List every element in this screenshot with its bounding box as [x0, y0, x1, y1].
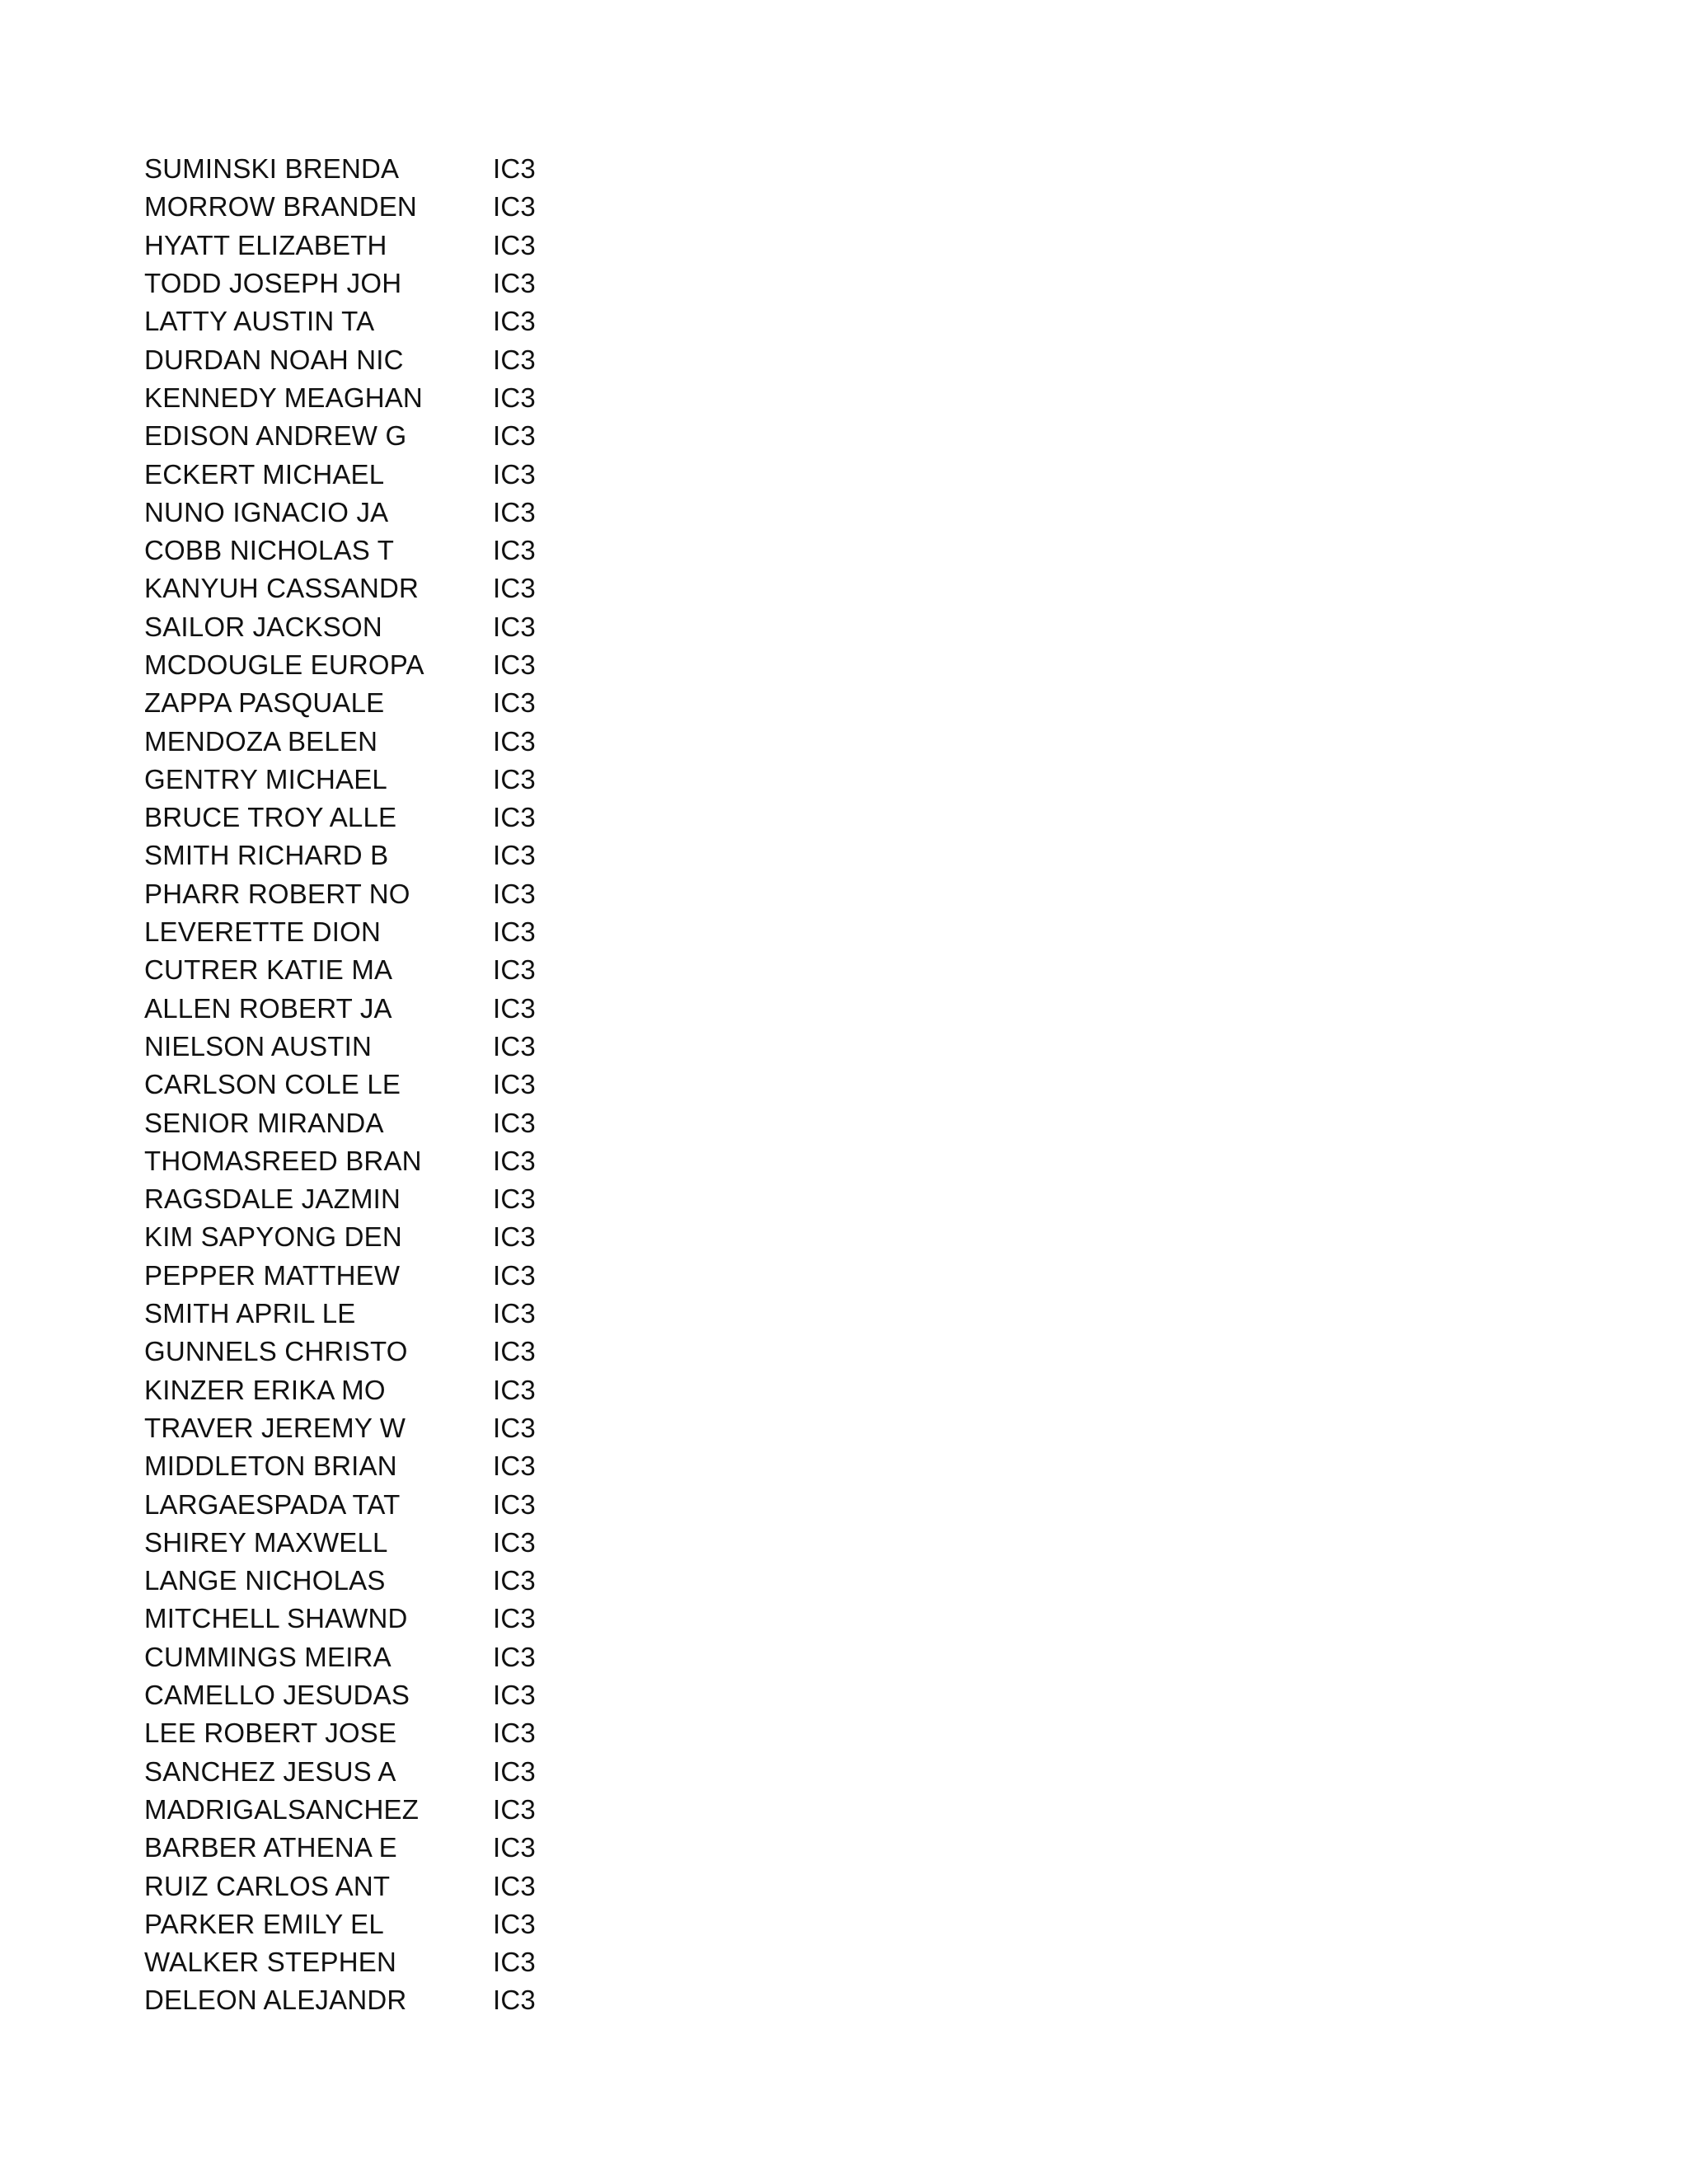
- code-cell: IC3: [493, 573, 536, 604]
- list-row: [144, 227, 573, 265]
- code-cell: IC3: [493, 1412, 536, 1443]
- code-cell: IC3: [493, 306, 536, 337]
- name-cell: TODD JOSEPH JOH: [144, 268, 402, 299]
- code-cell: IC3: [493, 992, 536, 1024]
- name-cell: SMITH APRIL LE: [144, 1298, 356, 1329]
- list-row: [144, 684, 573, 722]
- name-cell: ZAPPA PASQUALE: [144, 687, 385, 719]
- name-cell: KINZER ERIKA MO: [144, 1374, 386, 1405]
- code-cell: IC3: [493, 458, 536, 490]
- list-row: [144, 1371, 573, 1409]
- name-cell: KANYUH CASSANDR: [144, 573, 420, 604]
- code-cell: IC3: [493, 1870, 536, 1901]
- code-cell: IC3: [493, 1374, 536, 1405]
- code-cell: IC3: [493, 725, 536, 757]
- name-cell: LANGE NICHOLAS: [144, 1565, 386, 1596]
- name-cell: MADRIGALSANCHEZ: [144, 1793, 420, 1825]
- code-cell: IC3: [493, 535, 536, 566]
- name-cell: RAGSDALE JAZMIN: [144, 1183, 401, 1215]
- name-cell: COBB NICHOLAS T: [144, 535, 395, 566]
- list-row: [144, 188, 573, 226]
- list-row: [144, 1409, 573, 1447]
- list-row: [144, 1714, 573, 1752]
- code-cell: IC3: [493, 420, 536, 452]
- name-cell: MIDDLETON BRIAN: [144, 1451, 397, 1482]
- list-row: [144, 913, 573, 951]
- name-cell: DELEON ALEJANDR: [144, 1985, 407, 2016]
- code-cell: IC3: [493, 1030, 536, 1062]
- code-cell: IC3: [493, 1718, 536, 1749]
- code-cell: IC3: [493, 649, 536, 680]
- name-cell: PARKER EMILY EL: [144, 1908, 384, 1939]
- list-row: [144, 569, 573, 607]
- code-cell: IC3: [493, 1259, 536, 1291]
- list-row: [144, 494, 573, 532]
- list-row: [144, 1104, 573, 1141]
- list-row: [144, 340, 573, 378]
- list-row: [144, 761, 573, 799]
- list-row: [144, 1447, 573, 1485]
- list-row: [144, 1829, 573, 1867]
- list-row: [144, 1485, 573, 1523]
- list-row: [144, 1524, 573, 1562]
- list-row: [144, 837, 573, 874]
- code-cell: IC3: [493, 1793, 536, 1825]
- code-cell: IC3: [493, 1603, 536, 1634]
- name-cell: SENIOR MIRANDA: [144, 1107, 384, 1138]
- list-row: [144, 1142, 573, 1180]
- list-row: [144, 1180, 573, 1218]
- name-cell: HYATT ELIZABETH: [144, 229, 387, 260]
- name-cell: SANCHEZ JESUS A: [144, 1755, 396, 1787]
- code-cell: IC3: [493, 1985, 536, 2016]
- list-row: [144, 1295, 573, 1333]
- code-cell: IC3: [493, 1908, 536, 1939]
- code-cell: IC3: [493, 1069, 536, 1100]
- code-cell: IC3: [493, 1947, 536, 1978]
- name-cell: MORROW BRANDEN: [144, 191, 417, 223]
- list-row: [144, 1257, 573, 1295]
- code-cell: IC3: [493, 840, 536, 871]
- name-cell: ECKERT MICHAEL: [144, 458, 385, 490]
- name-cell: NIELSON AUSTIN: [144, 1030, 373, 1062]
- name-cell: SMITH RICHARD B: [144, 840, 389, 871]
- name-cell: CARLSON COLE LE: [144, 1069, 401, 1100]
- code-cell: IC3: [493, 687, 536, 719]
- list-row: [144, 1943, 573, 1981]
- name-cell: LARGAESPADA TAT: [144, 1488, 401, 1520]
- code-cell: IC3: [493, 268, 536, 299]
- code-cell: IC3: [493, 1183, 536, 1215]
- code-cell: IC3: [493, 496, 536, 527]
- list-row: [144, 722, 573, 760]
- list-row: [144, 1981, 573, 2019]
- list-row: [144, 608, 573, 646]
- list-row: [144, 150, 573, 188]
- list-row: [144, 302, 573, 340]
- name-cell: ALLEN ROBERT JA: [144, 992, 392, 1024]
- list-row: [144, 455, 573, 493]
- list-row: [144, 875, 573, 913]
- name-cell: TRAVER JEREMY W: [144, 1412, 406, 1443]
- code-cell: IC3: [493, 1451, 536, 1482]
- list-row: [144, 379, 573, 417]
- list-row: [144, 1333, 573, 1371]
- code-cell: IC3: [493, 916, 536, 948]
- code-cell: IC3: [493, 1680, 536, 1711]
- name-cell: KENNEDY MEAGHAN: [144, 382, 423, 413]
- code-cell: IC3: [493, 191, 536, 223]
- list-row: [144, 265, 573, 302]
- code-cell: IC3: [493, 344, 536, 375]
- code-cell: IC3: [493, 229, 536, 260]
- name-cell: BARBER ATHENA E: [144, 1832, 397, 1863]
- name-code-list: [144, 150, 573, 2020]
- code-cell: IC3: [493, 1641, 536, 1672]
- name-cell: LEE ROBERT JOSE: [144, 1718, 397, 1749]
- name-cell: CUTRER KATIE MA: [144, 954, 393, 986]
- code-cell: IC3: [493, 1221, 536, 1253]
- list-row: [144, 1066, 573, 1104]
- name-cell: SUMINSKI BRENDA: [144, 153, 400, 185]
- code-cell: IC3: [493, 1755, 536, 1787]
- code-cell: IC3: [493, 878, 536, 909]
- code-cell: IC3: [493, 1298, 536, 1329]
- code-cell: IC3: [493, 611, 536, 642]
- code-cell: IC3: [493, 1565, 536, 1596]
- code-cell: IC3: [493, 1336, 536, 1367]
- code-cell: IC3: [493, 1145, 536, 1176]
- list-row: [144, 1600, 573, 1638]
- list-row: [144, 990, 573, 1028]
- name-cell: EDISON ANDREW G: [144, 420, 407, 452]
- list-row: [144, 799, 573, 837]
- code-cell: IC3: [493, 1832, 536, 1863]
- name-cell: CAMELLO JESUDAS: [144, 1680, 410, 1711]
- code-cell: IC3: [493, 763, 536, 794]
- list-row: [144, 532, 573, 569]
- code-cell: IC3: [493, 1488, 536, 1520]
- code-cell: IC3: [493, 1107, 536, 1138]
- name-cell: MENDOZA BELEN: [144, 725, 378, 757]
- name-cell: SHIREY MAXWELL: [144, 1526, 388, 1558]
- name-cell: PEPPER MATTHEW: [144, 1259, 401, 1291]
- name-cell: LEVERETTE DION: [144, 916, 382, 948]
- list-row: [144, 1028, 573, 1066]
- name-cell: SAILOR JACKSON: [144, 611, 382, 642]
- list-row: [144, 1638, 573, 1676]
- name-cell: DURDAN NOAH NIC: [144, 344, 404, 375]
- list-row: [144, 1562, 573, 1600]
- name-cell: RUIZ CARLOS ANT: [144, 1870, 391, 1901]
- name-cell: GUNNELS CHRISTO: [144, 1336, 408, 1367]
- name-cell: WALKER STEPHEN: [144, 1947, 396, 1978]
- code-cell: IC3: [493, 153, 536, 185]
- name-cell: PHARR ROBERT NO: [144, 878, 410, 909]
- list-row: [144, 1905, 573, 1943]
- list-row: [144, 646, 573, 684]
- list-row: [144, 1218, 573, 1256]
- code-cell: IC3: [493, 1526, 536, 1558]
- name-cell: MCDOUGLE EUROPA: [144, 649, 424, 680]
- name-cell: BRUCE TROY ALLE: [144, 802, 397, 833]
- name-cell: CUMMINGS MEIRA: [144, 1641, 392, 1672]
- name-cell: GENTRY MICHAEL: [144, 763, 387, 794]
- list-row: [144, 1752, 573, 1790]
- list-row: [144, 1791, 573, 1829]
- name-cell: LATTY AUSTIN TA: [144, 306, 375, 337]
- name-cell: THOMASREED BRAN: [144, 1145, 422, 1176]
- list-row: [144, 417, 573, 455]
- list-row: [144, 1867, 573, 1905]
- code-cell: IC3: [493, 382, 536, 413]
- name-cell: NUNO IGNACIO JA: [144, 496, 389, 527]
- list-row: [144, 951, 573, 989]
- name-cell: MITCHELL SHAWND: [144, 1603, 408, 1634]
- code-cell: IC3: [493, 802, 536, 833]
- list-row: [144, 1676, 573, 1714]
- code-cell: IC3: [493, 954, 536, 986]
- name-cell: KIM SAPYONG DEN: [144, 1221, 402, 1253]
